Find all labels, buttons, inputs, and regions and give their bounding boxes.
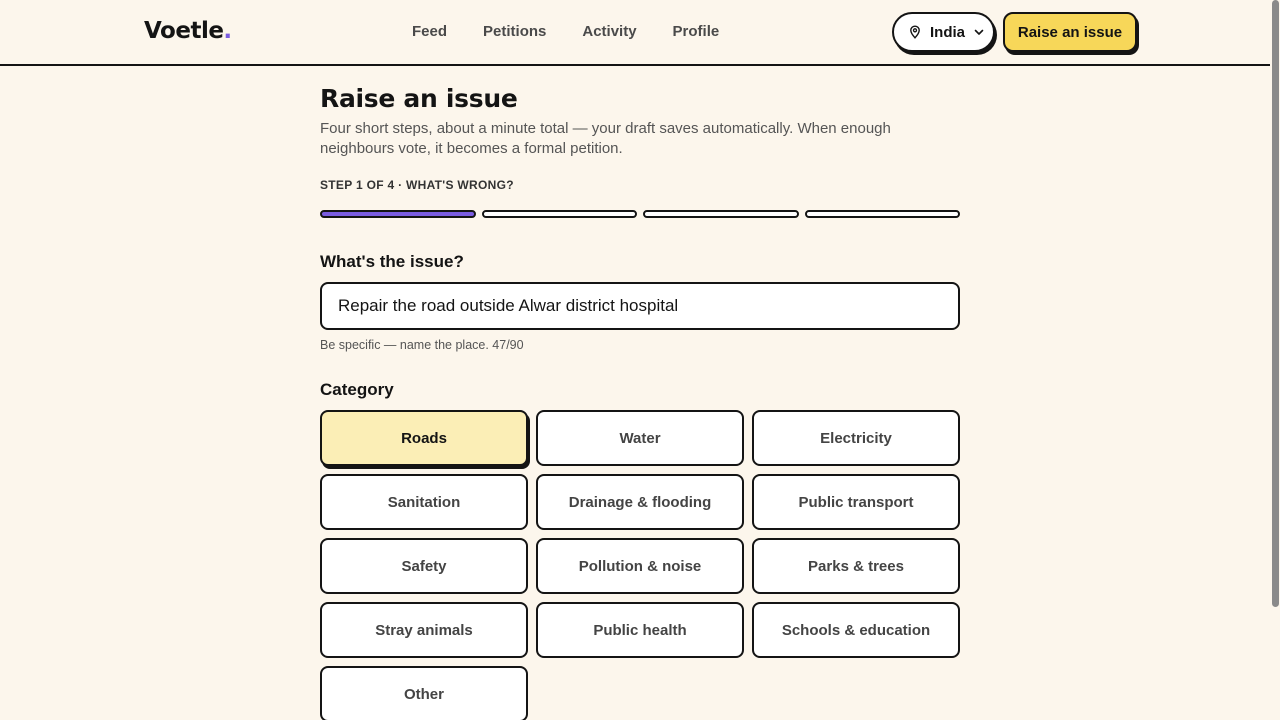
progress-step-4	[805, 210, 961, 218]
issue-hint: Be specific — name the place. 47/90	[320, 338, 524, 352]
location-pin-icon	[908, 25, 922, 39]
category-sanitation[interactable]: Sanitation	[320, 474, 528, 530]
category-public-health[interactable]: Public health	[536, 602, 744, 658]
category-water[interactable]: Water	[536, 410, 744, 466]
category-grid	[320, 410, 960, 720]
nav-activity[interactable]: Activity	[582, 23, 637, 40]
category-safety[interactable]: Safety	[320, 538, 528, 594]
logo-text: Voetle	[144, 18, 224, 44]
category-parks-trees[interactable]: Parks & trees	[752, 538, 960, 594]
page-subtitle: Four short steps, about a minute total — your draft saves automatically. When enough neighbours vote, it becomes a formal petition.	[320, 120, 891, 157]
nav-feed[interactable]: Feed	[412, 23, 448, 40]
category-public-transport[interactable]: Public transport	[752, 474, 960, 530]
category-other[interactable]: Other	[320, 666, 528, 720]
category-electricity[interactable]: Electricity	[752, 410, 960, 466]
issue-label: What's the issue?	[320, 252, 464, 271]
category-pollution-noise[interactable]: Pollution & noise	[536, 538, 744, 594]
raise-issue-button[interactable]: Raise an issue	[1003, 12, 1137, 52]
voetle-logo[interactable]	[144, 18, 232, 44]
progress-step-3	[643, 210, 799, 218]
nav-petitions[interactable]: Petitions	[483, 23, 547, 40]
top-header	[0, 0, 1270, 66]
country-label: India	[930, 23, 966, 41]
progress-step-2	[482, 210, 638, 218]
nav-profile[interactable]: Profile	[672, 23, 720, 40]
category-stray-animals[interactable]: Stray animals	[320, 602, 528, 658]
issue-title-input[interactable]	[320, 282, 960, 330]
progress-step-1	[320, 210, 476, 218]
category-roads[interactable]: Roads	[320, 410, 528, 466]
page-title: Raise an issue	[320, 84, 518, 113]
country-selector[interactable]	[892, 12, 995, 52]
logo-dot: .	[223, 18, 232, 44]
chevron-down-icon	[973, 26, 985, 38]
category-drainage-flooding[interactable]: Drainage & flooding	[536, 474, 744, 530]
step-label: STEP 1 OF 4 · WHAT'S WRONG?	[320, 178, 514, 192]
main-nav	[394, 22, 737, 42]
scrollbar-thumb[interactable]	[1272, 0, 1279, 607]
page-scrollbar[interactable]	[1270, 0, 1280, 720]
category-schools-education[interactable]: Schools & education	[752, 602, 960, 658]
step-progress	[320, 210, 960, 218]
category-label: Category	[320, 380, 394, 399]
